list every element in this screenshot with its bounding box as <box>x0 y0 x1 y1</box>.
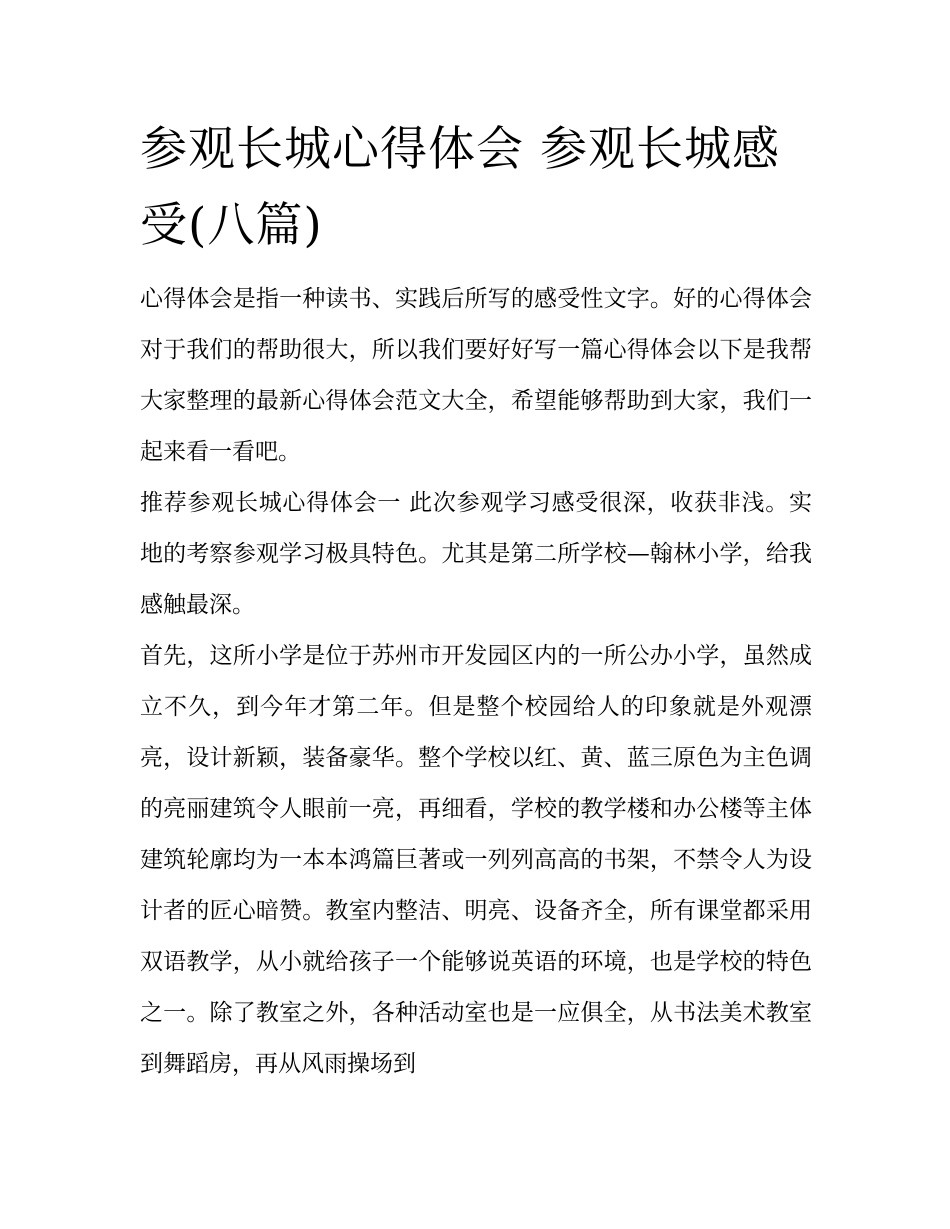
paragraph-recommendation: 推荐参观长城心得体会一 此次参观学习感受很深，收获非浅。实地的考察参观学习极具特色。尤其是第二所学校—翰林小学，给我感触最深。 <box>140 490 812 618</box>
document-page <box>140 112 812 1090</box>
paragraph-school-description: 首先，这所小学是位于苏州市开发园区内的一所公办小学，虽然成立不久，到今年才第二年。但是整个校园给人的印象就是外观漂亮，设计新颖，装备豪华。整个学校以红、黄、蓝三原色为主色调的亮丽建筑令人眼前一亮，再细看，学校的教学楼和办公楼等主体建筑轮廓均为一本本鸿篇巨著或一列列高高的书架，不禁令人为设计者的匠心暗赞。教室内整洁、明亮、设备齐全，所有课堂都采用双语教学，从小就给孩子一个能够说英语的环境，也是学校的特色之一。除了教室之外，各种活动室也是一应俱全，从书法美术教室到舞蹈房，再从风雨操场到 <box>140 643 812 1077</box>
document-title: 参观长城心得体会 参观长城感受(八篇) <box>140 122 780 253</box>
paragraph-intro: 心得体会是指一种读书、实践后所写的感受性文字。好的心得体会对于我们的帮助很大，所以我们要好好写一篇心得体会以下是我帮大家整理的最新心得体会范文大全，希望能够帮助到大家，我们一起来看一看吧。 <box>140 286 812 465</box>
